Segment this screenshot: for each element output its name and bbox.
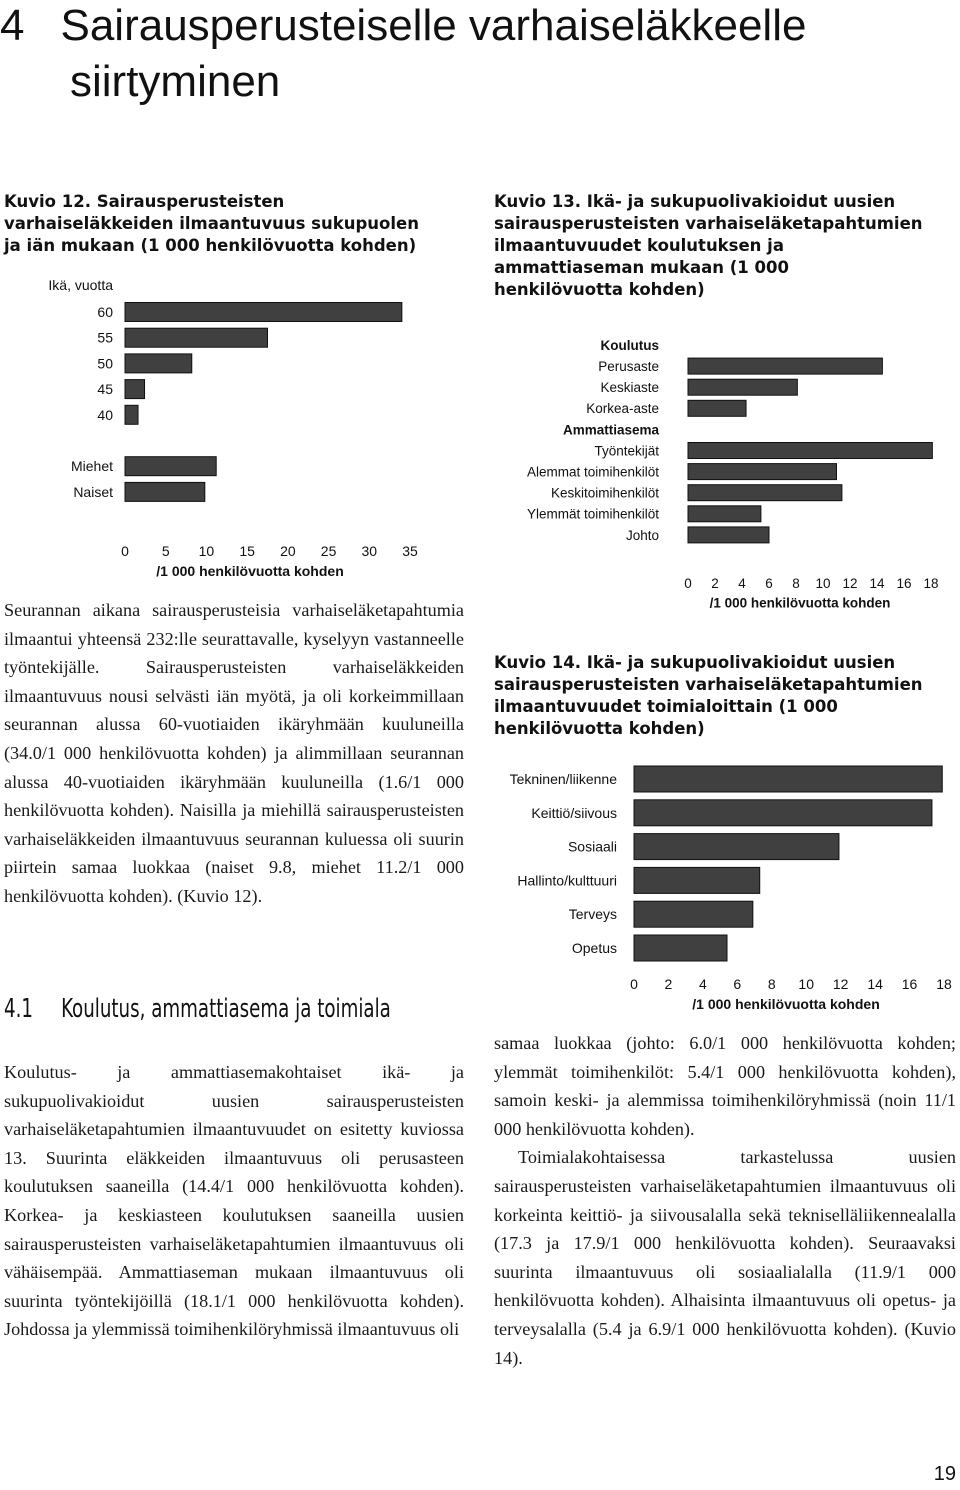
category-label: Johto — [625, 527, 659, 543]
bar — [634, 766, 942, 792]
body-text-left-1 — [4, 596, 464, 911]
caption-line: henkilövuotta kohden) — [494, 719, 705, 738]
x-axis-label: /1 000 henkilövuotta kohden — [156, 563, 344, 579]
category-label: Sosiaali — [567, 838, 617, 855]
figure-12-caption — [4, 191, 464, 257]
figure-12-chart — [0, 268, 470, 588]
section-number: 4.1 — [4, 994, 34, 1024]
category-label: Tekninen/liikenne — [509, 771, 617, 788]
category-label: 45 — [97, 381, 113, 398]
paragraph: Toimialakohtaisessa tarkastelussa uusien sairausperusteisten varhaiseläketapahtumien ilmaantuvuus oli korkeinta keittiö- ja siivousalalla sekä tekniselläliikennealalla (17.3 ja 17.9/1 000 henkilövuotta kohden). Seuraavaksi suurinta ilmaantuvuus oli sosiaalialalla (11.9/1 000 henkilövuotta kohden). Alhaisinta ilmaantuvuus oli opetus- ja terveysalalla (5.4 ja 6.9/1 000 henkilövuotta kohden). (Kuvio 14). — [494, 1147, 956, 1368]
x-tick-label: 25 — [320, 543, 337, 559]
caption-line: sairausperusteisten varhaiseläketapahtumien — [494, 675, 923, 694]
category-label: Keittiö/siivous — [531, 804, 617, 821]
x-tick-label: 12 — [832, 976, 849, 992]
bar — [634, 834, 839, 860]
bar — [125, 405, 138, 424]
category-heading: Ammattiasema — [562, 422, 659, 438]
group-label: Ikä, vuotta — [48, 277, 113, 293]
bar — [634, 867, 760, 893]
category-label: 40 — [97, 406, 113, 423]
bar — [688, 464, 837, 480]
x-tick-label: 14 — [867, 976, 883, 992]
x-tick-label: 0 — [684, 576, 692, 591]
category-heading: Koulutus — [600, 337, 659, 353]
category-label: Alemmat toimihenkilöt — [526, 464, 659, 480]
bar — [688, 506, 761, 522]
category-label: Korkea-aste — [586, 401, 659, 417]
bar — [688, 485, 842, 501]
category-label: Keskiaste — [600, 380, 659, 396]
bar — [125, 380, 145, 399]
caption-line: sairausperusteisten varhaiseläketapahtumien — [494, 214, 923, 233]
x-tick-label: 30 — [361, 543, 378, 559]
chapter-title-line2: siirtyminen — [70, 57, 281, 106]
category-label: 60 — [97, 304, 113, 321]
caption-line: Kuvio 12. Sairausperusteisten — [4, 192, 285, 211]
x-tick-label: 4 — [698, 976, 707, 992]
category-label: Miehet — [70, 458, 113, 475]
x-tick-label: 12 — [842, 576, 858, 591]
x-tick-label: 15 — [239, 543, 255, 559]
bar — [688, 443, 932, 459]
category-label: Työntekijät — [594, 443, 659, 459]
x-tick-label: 18 — [936, 976, 952, 992]
category-label: Terveys — [568, 906, 617, 923]
figure-14-caption — [494, 652, 960, 740]
bar — [634, 935, 727, 961]
bar — [634, 901, 753, 927]
x-tick-label: 16 — [896, 576, 912, 591]
bar — [125, 303, 402, 322]
bar — [125, 457, 216, 476]
bar — [125, 328, 268, 347]
x-tick-label: 5 — [161, 543, 170, 559]
caption-line: varhaiseläkkeiden ilmaantuvuus sukupuolen — [4, 214, 419, 233]
body-text-left-2 — [4, 1058, 464, 1344]
x-tick-label: 8 — [767, 976, 776, 992]
section-heading — [4, 993, 391, 1025]
x-axis-label: /1 000 henkilövuotta kohden — [709, 595, 891, 611]
chapter-heading — [0, 0, 806, 108]
x-tick-label: 6 — [765, 576, 773, 591]
category-label: Opetus — [571, 940, 617, 957]
caption-line: ilmaantuvuudet koulutuksen ja — [494, 236, 784, 255]
category-label: Ylemmät toimihenkilöt — [526, 506, 659, 522]
category-label: Perusaste — [598, 358, 659, 374]
bar — [688, 400, 746, 416]
x-tick-label: 6 — [733, 976, 742, 992]
bar — [125, 354, 192, 373]
category-label: Hallinto/kulttuuri — [517, 872, 617, 889]
caption-line: ilmaantuvuudet toimialoittain (1 000 — [494, 697, 838, 716]
x-tick-label: 10 — [198, 543, 215, 559]
x-tick-label: 20 — [280, 543, 296, 559]
caption-line: henkilövuotta kohden) — [494, 280, 705, 299]
chapter-number: 4 — [0, 1, 25, 50]
x-tick-label: 2 — [711, 576, 719, 591]
caption-line: ammattiaseman mukaan (1 000 — [494, 258, 789, 277]
category-label: 55 — [97, 329, 113, 346]
caption-line: Kuvio 14. Ikä- ja sukupuolivakioidut uusien — [494, 653, 896, 672]
bar — [634, 800, 932, 826]
paragraph: Koulutus- ja ammattiasemakohtaiset ikä- ja sukupuolivakioidut uusien sairausperusteisten varhaiseläketapahtumien ilmaantuvuudet on esitetty kuviossa 13. Suurinta eläkkeiden ilmaantuvuus oli perusasteen koulutuksen saaneilla (14.4/1 000 henkilövuotta kohden). Korkea- ja keskiasteen koulutuksen saaneilla uusien sairausperusteisten varhaiseläketapahtumien ilmaantuvuus oli vähäisempää. Ammattiaseman mukaan ilmaantuvuus oli suurinta työntekijöillä (18.1/1 000 henkilövuotta kohden). Johdossa ja ylemmissä toimihenkilöryhmissä ilmaantuvuus oli — [4, 1062, 464, 1340]
bar — [688, 527, 769, 543]
x-tick-label: 16 — [901, 976, 918, 992]
x-tick-label: 0 — [121, 543, 129, 559]
x-tick-label: 0 — [630, 976, 638, 992]
x-tick-label: 8 — [792, 576, 800, 591]
x-tick-label: 18 — [923, 576, 939, 591]
paragraph: Seurannan aikana sairausperusteisia varhaiseläketapahtumia ilmaantui yhteensä 232:lle seurattavalle, kyselyyn vastanneelle työntekijälle. Sairausperusteisten varhaiseläkkeiden ilmaantuvuus nousi selvästi iän myötä, ja oli korkeimmillaan seurannan alussa 60-vuotiaiden ikäryhmään kuuluneilla (34.0/1 000 henkilövuotta kohden) ja alimmillaan seurannan alussa 40-vuotiaiden ikäryhmään kuuluneilla (1.6/1 000 henkilövuotta kohden). Naisilla ja miehillä sairausperusteisten varhaiseläkkeiden ilmaantuvuus seurannan kuluessa oli suurin piirtein samaa luokkaa (naiset 9.8, miehet 11.2/1 000 henkilövuotta kohden). (Kuvio 12). — [4, 600, 464, 906]
category-label: 50 — [97, 355, 113, 372]
x-tick-label: 2 — [664, 976, 673, 992]
figure-14-chart — [490, 758, 960, 1020]
caption-line: ja iän mukaan (1 000 henkilövuotta kohden) — [4, 236, 417, 255]
category-label: Naiset — [73, 483, 113, 500]
paragraph: samaa luokkaa (johto: 6.0/1 000 henkilövuotta kohden; ylemmät toimihenkilöt: 5.4/1 000 henkilövuotta kohden), samoin keski- ja alemmissa toimihenkilöryhmissä (noin 11/1 000 henkilövuotta kohden). — [494, 1033, 956, 1139]
category-label: Keskitoimihenkilöt — [550, 485, 659, 501]
x-tick-label: 4 — [738, 576, 746, 591]
body-text-right — [494, 1029, 956, 1372]
figure-13-caption — [494, 191, 960, 301]
chapter-title-line1: Sairausperusteiselle varhaiseläkkeelle — [60, 1, 807, 50]
bar — [688, 358, 882, 374]
figure-13-chart — [490, 330, 960, 615]
x-tick-label: 10 — [798, 976, 815, 992]
x-tick-label: 10 — [815, 576, 831, 591]
section-title: Koulutus, ammattiasema ja toimiala — [61, 994, 391, 1024]
x-tick-label: 14 — [869, 576, 885, 591]
bar — [688, 379, 797, 395]
x-tick-label: 35 — [402, 543, 418, 559]
caption-line: Kuvio 13. Ikä- ja sukupuolivakioidut uusien — [494, 192, 896, 211]
x-axis-label: /1 000 henkilövuotta kohden — [692, 996, 880, 1012]
bar — [125, 482, 205, 501]
page-number: 19 — [933, 1463, 956, 1485]
